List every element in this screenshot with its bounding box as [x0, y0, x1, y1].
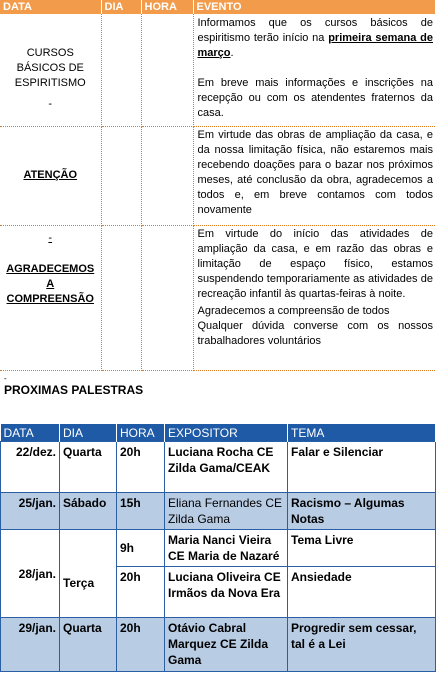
notice-day-cell	[101, 225, 141, 370]
notice-event-cell	[193, 126, 435, 225]
lecture-speaker: Maria Nanci Vieira CE Maria de Nazaré	[165, 530, 288, 567]
notice-dash: -	[48, 231, 53, 244]
lectures-header-day: DIA	[60, 424, 117, 442]
lectures-header-speaker: EXPOSITOR	[165, 424, 288, 442]
lectures-table	[0, 424, 436, 672]
lecture-speaker: Otávio Cabral Marquez CE Zilda Gama	[165, 618, 288, 672]
notice-date-cell	[0, 225, 101, 370]
lecture-date: 29/jan.	[1, 618, 60, 672]
notice-day-cell	[101, 126, 141, 225]
lecture-time: 9h	[117, 530, 165, 567]
notice-date-cell	[0, 126, 101, 225]
notice-event-text: Em virtude das obras de ampliação da casa, e da nossa limitação física, não estaremos mais recebendo doações para o bazar nos próximos meses, até conclusão da obra, agradecemos a todos e, em breve contamos com todos novamente	[197, 128, 433, 216]
notice-date-cell	[0, 14, 101, 126]
notice-title-line: COMPREENSÃO	[6, 292, 94, 305]
notice-row	[0, 225, 435, 370]
notice-dash: -	[48, 97, 53, 110]
notice-event-extra: Qualquer dúvida converse com os nossos trabalhadores voluntários	[197, 319, 433, 347]
lecture-theme: Ansiedade	[288, 567, 436, 618]
notice-title-line: AGRADECEMOS	[6, 262, 95, 275]
lecture-time: 20h	[117, 442, 165, 493]
notice-event-text: .	[230, 47, 234, 59]
lecture-day: Terça	[60, 530, 117, 618]
lecture-theme: Tema Livre	[288, 530, 436, 567]
table-row	[1, 618, 436, 672]
table-row	[1, 493, 436, 530]
notice-header-row	[0, 0, 435, 14]
lectures-header-date: DATA	[1, 424, 60, 442]
notice-row	[0, 126, 435, 225]
notice-event-text: Informamos que os cursos básicos de espiritismo terão início na	[197, 17, 433, 44]
notice-event-extra: Em breve mais informações e inscrições na recepção ou com os atendentes fraternos da casa.	[197, 77, 433, 119]
lecture-speaker: Luciana Rocha CE Zilda Gama/CEAK	[165, 442, 288, 493]
notice-header-event: EVENTO	[193, 0, 435, 14]
notice-header-day: DIA	[101, 0, 141, 14]
notice-event-cell	[193, 14, 435, 126]
section-mark: -	[4, 374, 7, 383]
lecture-theme: Progredir sem cessar, tal é a Lei	[288, 618, 436, 672]
notice-title-line: CURSOS	[26, 46, 74, 59]
lecture-day: Quarta	[60, 442, 117, 493]
lecture-time: 15h	[117, 493, 165, 530]
lecture-date: 28/jan.	[1, 530, 60, 618]
lecture-theme: Racismo – Algumas Notas	[288, 493, 436, 530]
notice-event-highlight: primeira semana de março	[197, 32, 433, 59]
section-title: PROXIMAS PALESTRAS	[4, 383, 144, 397]
notice-time-cell	[141, 126, 193, 225]
lecture-time: 20h	[117, 618, 165, 672]
lectures-header-row	[1, 424, 436, 442]
notice-header-date: DATA	[0, 0, 101, 14]
notice-row	[0, 14, 435, 126]
lecture-theme: Falar e Silenciar	[288, 442, 436, 493]
lecture-date: 25/jan.	[1, 493, 60, 530]
lectures-header-theme: TEMA	[288, 424, 436, 442]
notice-event-text: Em virtude do início das atividades de ampliação da casa, e em razão das obras e limitação de espaço físico, estamos suspendendo temporariamente as atividades de recreação infantil às quartas-feiras à noite.	[197, 227, 433, 300]
notice-time-cell	[141, 14, 193, 126]
lecture-day: Quarta	[60, 618, 117, 672]
table-row	[1, 442, 436, 493]
notice-title: ATENÇÃO	[23, 169, 78, 181]
notice-day-cell	[101, 14, 141, 126]
lecture-time: 20h	[117, 567, 165, 618]
lecture-day: Sábado	[60, 493, 117, 530]
lecture-speaker: Luciana Oliveira CE Irmãos da Nova Era	[165, 567, 288, 618]
notice-event-extra: Agradecemos a compreensão de todos	[197, 304, 390, 317]
lectures-header-time: HORA	[117, 424, 165, 442]
notice-event-cell	[193, 225, 435, 370]
lecture-date: 22/dez.	[1, 442, 60, 493]
notice-title-line: BÁSICOS DE	[16, 61, 84, 74]
notice-title-line: ESPIRITISMO	[14, 76, 86, 89]
notice-title-line: A	[46, 277, 55, 290]
notice-header-time: HORA	[141, 0, 193, 14]
lecture-speaker: Eliana Fernandes CE Zilda Gama	[165, 493, 288, 530]
notice-time-cell	[141, 225, 193, 370]
table-row	[1, 530, 436, 567]
